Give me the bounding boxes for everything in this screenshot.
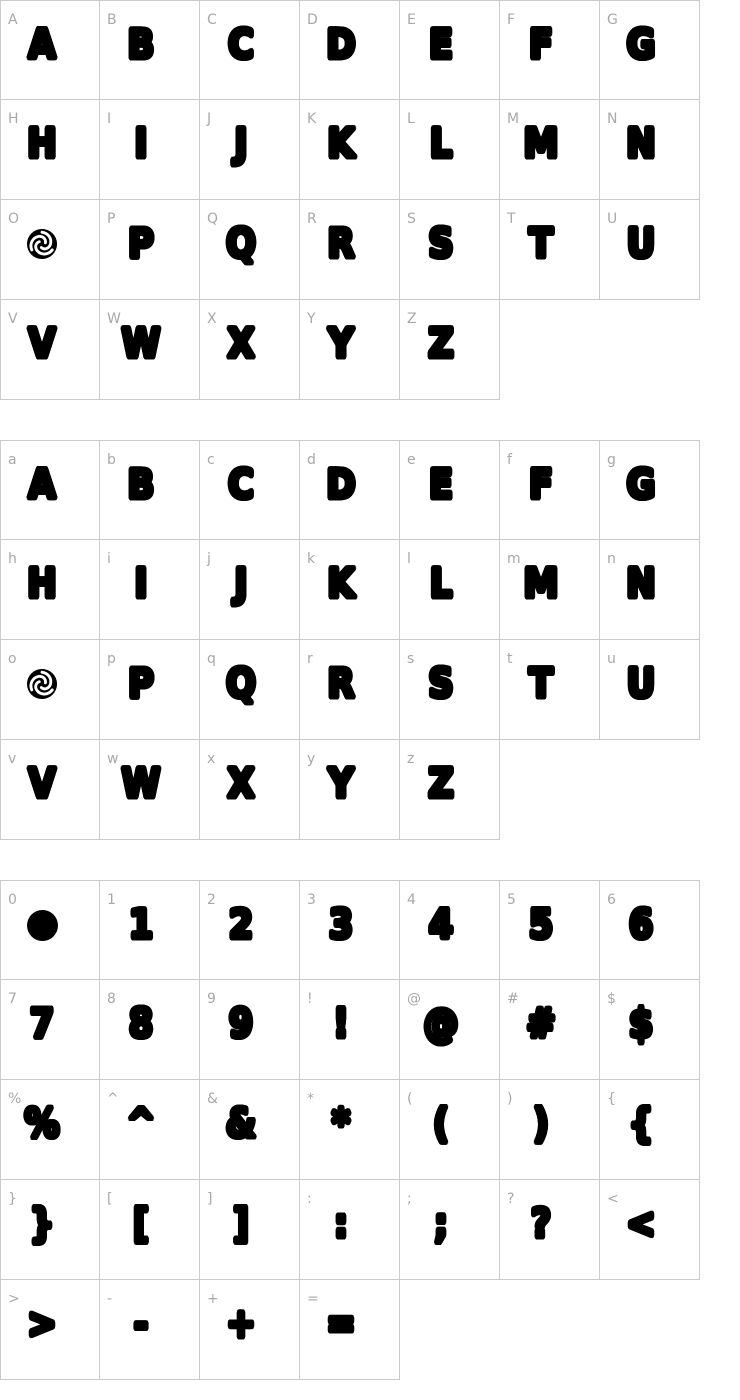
glyph-cell-label: P <box>107 211 116 227</box>
glyph-cell <box>300 300 400 400</box>
glyph-cell <box>500 880 600 980</box>
spiral-o-icon <box>26 668 58 700</box>
glyph-cell-label: p <box>107 651 116 667</box>
glyph-cell <box>300 200 400 300</box>
glyph-cell-label: = <box>307 1291 319 1307</box>
glyph-preview: H <box>27 561 57 607</box>
glyph-cell-label: K <box>307 111 317 127</box>
glyph-row <box>0 300 740 400</box>
glyph-cell <box>200 1180 300 1280</box>
glyph-preview: = <box>326 1301 356 1347</box>
glyph-row <box>0 640 740 740</box>
glyph-cell-label: S <box>407 211 416 227</box>
glyph-cell <box>400 640 500 740</box>
glyph-cell-label: < <box>607 1191 619 1207</box>
glyph-preview: F <box>528 462 554 508</box>
glyph-cell-label: [ <box>107 1191 113 1207</box>
glyph-preview: ) <box>532 1101 550 1147</box>
glyph-cell <box>200 100 300 200</box>
glyph-cell-label: j <box>207 551 211 567</box>
glyph-preview: G <box>626 462 656 508</box>
glyph-cell-label: A <box>8 12 18 28</box>
glyph-cell <box>600 440 700 540</box>
glyph-cell <box>400 300 500 400</box>
glyph-cell-label: b <box>107 452 116 468</box>
glyph-cell-label: m <box>507 551 521 567</box>
glyph-cell-label: u <box>607 651 616 667</box>
glyph-preview: 7 <box>29 1001 55 1047</box>
glyph-cell-label: Y <box>307 311 316 327</box>
glyph-cell-label: O <box>8 211 20 227</box>
glyph-preview: ( <box>432 1101 450 1147</box>
glyph-cell-label: { <box>607 1091 616 1107</box>
glyph-cell-label: } <box>8 1191 17 1207</box>
glyph-cell-label: i <box>107 551 111 567</box>
glyph-cell <box>0 200 100 300</box>
glyph-cell <box>400 200 500 300</box>
glyph-cell <box>300 640 400 740</box>
glyph-cell-label: c <box>207 452 215 468</box>
glyph-preview: R <box>327 221 355 267</box>
glyph-preview <box>1 648 83 720</box>
glyph-table-uppercase-letters <box>0 0 740 400</box>
glyph-cell <box>500 1180 600 1280</box>
glyph-preview: - <box>133 1301 149 1347</box>
glyph-preview: S <box>428 221 454 267</box>
glyph-preview: : <box>333 1201 349 1247</box>
glyph-cell <box>100 1080 200 1180</box>
glyph-cell <box>200 0 300 100</box>
glyph-cell <box>0 540 100 640</box>
glyph-cell-label: $ <box>607 991 616 1007</box>
glyph-cell-label: : <box>307 1191 312 1207</box>
glyph-preview: E <box>428 22 454 68</box>
glyph-preview: 5 <box>528 902 554 948</box>
glyph-preview: R <box>327 661 355 707</box>
glyph-cell <box>0 1080 100 1180</box>
glyph-cell-label: ! <box>307 991 313 1007</box>
glyph-cell <box>0 440 100 540</box>
glyph-row <box>0 200 740 300</box>
glyph-cell <box>0 0 100 100</box>
glyph-cell <box>300 440 400 540</box>
glyph-cell-label: 1 <box>107 892 116 908</box>
glyph-cell-label: q <box>207 651 216 667</box>
glyph-preview: U <box>626 221 656 267</box>
glyph-cell <box>400 1080 500 1180</box>
glyph-preview: 3 <box>328 902 354 948</box>
glyph-cell-label: T <box>507 211 516 227</box>
glyph-row <box>0 980 740 1080</box>
glyph-cell-label: 8 <box>107 991 116 1007</box>
glyph-cell <box>600 200 700 300</box>
glyph-row <box>0 100 740 200</box>
glyph-cell-label: d <box>307 452 316 468</box>
glyph-cell <box>0 100 100 200</box>
glyph-preview: E <box>428 462 454 508</box>
glyph-cell <box>100 100 200 200</box>
glyph-cell-label: n <box>607 551 616 567</box>
glyph-preview: N <box>626 561 656 607</box>
glyph-preview: L <box>429 561 453 607</box>
glyph-cell <box>400 1180 500 1280</box>
spiral-o-icon <box>26 228 58 260</box>
glyph-preview: * <box>331 1101 351 1147</box>
glyph-cell <box>200 980 300 1080</box>
glyph-cell <box>300 1180 400 1280</box>
glyph-cell-label: @ <box>407 991 421 1007</box>
glyph-preview: W <box>121 321 161 367</box>
filled-circle-glyph <box>27 910 58 941</box>
glyph-cell <box>300 740 400 840</box>
glyph-cell-label: ? <box>507 1191 515 1207</box>
glyph-cell-label: 3 <box>307 892 316 908</box>
glyph-cell <box>200 300 300 400</box>
glyph-cell-label: r <box>307 651 313 667</box>
glyph-cell <box>400 980 500 1080</box>
glyph-cell-label: 6 <box>607 892 616 908</box>
glyph-cell <box>400 440 500 540</box>
glyph-preview: 1 <box>128 902 154 948</box>
glyph-preview <box>1 889 83 961</box>
glyph-cell-label: ( <box>407 1091 413 1107</box>
glyph-cell-label: * <box>307 1091 314 1107</box>
glyph-cell-label: R <box>307 211 317 227</box>
glyph-cell-label: 4 <box>407 892 416 908</box>
glyph-cell-label: J <box>207 111 212 127</box>
glyph-preview: ] <box>232 1201 250 1247</box>
glyph-preview: X <box>227 761 255 807</box>
glyph-cell-label: V <box>8 311 18 327</box>
glyph-cell-label: t <box>507 651 513 667</box>
glyph-cell <box>0 980 100 1080</box>
glyph-preview: 4 <box>428 902 454 948</box>
glyph-cell <box>100 1280 200 1380</box>
glyph-cell <box>200 740 300 840</box>
glyph-preview: Y <box>328 321 354 367</box>
glyph-cell <box>300 880 400 980</box>
glyph-cell-label: C <box>207 12 217 28</box>
glyph-row <box>0 740 740 840</box>
glyph-cell <box>0 740 100 840</box>
glyph-cell <box>0 880 100 980</box>
glyph-cell-label: 9 <box>207 991 216 1007</box>
glyph-table-digits-and-symbols <box>0 880 740 1380</box>
glyph-row <box>0 1080 740 1180</box>
glyph-preview: { <box>628 1101 654 1147</box>
glyph-preview: 2 <box>228 902 254 948</box>
glyph-cell <box>100 0 200 100</box>
glyph-cell <box>300 0 400 100</box>
glyph-cell-label: l <box>407 551 411 567</box>
glyph-preview: S <box>428 661 454 707</box>
glyph-cell <box>0 300 100 400</box>
glyph-cell <box>500 980 600 1080</box>
glyph-cell <box>500 1080 600 1180</box>
glyph-cell-label: a <box>8 452 17 468</box>
glyph-preview: P <box>128 661 154 707</box>
glyph-preview: A <box>28 22 56 68</box>
glyph-preview: H <box>27 121 57 167</box>
glyph-preview: + <box>226 1301 256 1347</box>
glyph-preview: % <box>24 1101 60 1147</box>
glyph-cell <box>600 1080 700 1180</box>
glyph-preview: 9 <box>228 1001 254 1047</box>
glyph-preview: Y <box>328 761 354 807</box>
glyph-cell <box>600 0 700 100</box>
glyph-cell-label: w <box>107 751 119 767</box>
glyph-cell-label: 5 <box>507 892 516 908</box>
glyph-cell-label: Z <box>407 311 417 327</box>
glyph-row <box>0 440 740 540</box>
glyph-cell <box>0 1180 100 1280</box>
glyph-preview <box>1 208 83 280</box>
glyph-cell <box>500 540 600 640</box>
glyph-preview: @ <box>423 1001 459 1047</box>
glyph-cell <box>400 880 500 980</box>
glyph-cell-label: + <box>207 1291 219 1307</box>
glyph-cell-label: 7 <box>8 991 17 1007</box>
glyph-preview: Z <box>428 761 454 807</box>
glyph-preview: ; <box>433 1201 449 1247</box>
glyph-cell <box>600 980 700 1080</box>
glyph-preview: D <box>326 22 356 68</box>
glyph-cell-label: ; <box>407 1191 412 1207</box>
glyph-preview: & <box>225 1101 257 1147</box>
glyph-cell-label: y <box>307 751 316 767</box>
glyph-cell <box>300 1080 400 1180</box>
glyph-cell <box>0 1280 100 1380</box>
glyph-cell-label: - <box>107 1291 113 1307</box>
glyph-preview: L <box>429 121 453 167</box>
glyph-preview: X <box>227 321 255 367</box>
glyph-cell <box>500 200 600 300</box>
glyph-cell-label: x <box>207 751 216 767</box>
glyph-cell <box>0 640 100 740</box>
glyph-cell <box>100 300 200 400</box>
glyph-table-lowercase-letters <box>0 440 740 840</box>
glyph-cell <box>100 880 200 980</box>
glyph-cell-label: s <box>407 651 415 667</box>
glyph-preview: ^ <box>126 1101 156 1147</box>
glyph-cell <box>600 880 700 980</box>
glyph-cell <box>100 540 200 640</box>
glyph-preview: A <box>28 462 56 508</box>
glyph-preview: U <box>626 661 656 707</box>
glyph-preview: [ <box>132 1201 150 1247</box>
glyph-cell-label: f <box>507 452 512 468</box>
glyph-preview: } <box>29 1201 55 1247</box>
glyph-preview: I <box>134 561 148 607</box>
glyph-cell <box>500 640 600 740</box>
glyph-cell-label: & <box>207 1091 218 1107</box>
glyph-row <box>0 880 740 980</box>
glyph-cell-label: v <box>8 751 17 767</box>
glyph-preview: W <box>121 761 161 807</box>
glyph-cell-label: 0 <box>8 892 17 908</box>
glyph-preview: I <box>134 121 148 167</box>
glyph-cell-label: I <box>107 111 112 127</box>
glyph-preview: M <box>523 121 559 167</box>
glyph-cell <box>500 440 600 540</box>
glyph-preview: D <box>326 462 356 508</box>
glyph-cell <box>100 640 200 740</box>
glyph-cell <box>100 1180 200 1280</box>
glyph-cell <box>300 1280 400 1380</box>
glyph-preview: P <box>128 221 154 267</box>
glyph-cell-label: > <box>8 1291 20 1307</box>
glyph-cell-label: o <box>8 651 17 667</box>
glyph-cell-label: # <box>507 991 519 1007</box>
glyph-cell-label: W <box>107 311 121 327</box>
glyph-cell <box>500 100 600 200</box>
glyph-preview: K <box>327 121 355 167</box>
glyph-cell <box>600 640 700 740</box>
glyph-preview: M <box>523 561 559 607</box>
glyph-cell-label: M <box>507 111 520 127</box>
glyph-preview: T <box>528 661 554 707</box>
glyph-cell <box>300 980 400 1080</box>
glyph-cell-label: k <box>307 551 316 567</box>
glyph-preview: # <box>526 1001 556 1047</box>
glyph-cell <box>500 0 600 100</box>
glyph-cell <box>600 540 700 640</box>
glyph-cell-label: B <box>107 12 117 28</box>
glyph-cell-label: G <box>607 12 618 28</box>
glyph-preview: 8 <box>128 1001 154 1047</box>
glyph-cell-label: H <box>8 111 19 127</box>
glyph-cell <box>100 440 200 540</box>
glyph-preview: N <box>626 121 656 167</box>
glyph-cell <box>400 740 500 840</box>
glyph-row <box>0 0 740 100</box>
glyph-cell-label: e <box>407 452 416 468</box>
glyph-cell <box>600 100 700 200</box>
glyph-cell <box>200 1280 300 1380</box>
glyph-cell-label: U <box>607 211 618 227</box>
glyph-cell <box>100 980 200 1080</box>
glyph-cell <box>200 540 300 640</box>
glyph-cell <box>300 100 400 200</box>
glyph-cell-label: ) <box>507 1091 513 1107</box>
glyph-cell-label: g <box>607 452 616 468</box>
glyph-cell <box>400 100 500 200</box>
glyph-preview: Q <box>226 221 256 267</box>
glyph-row <box>0 1180 740 1280</box>
glyph-cell-label: D <box>307 12 318 28</box>
glyph-preview: J <box>234 561 248 607</box>
glyph-preview: ? <box>530 1201 552 1247</box>
glyph-cell <box>400 540 500 640</box>
glyph-cell <box>100 740 200 840</box>
glyph-cell <box>200 200 300 300</box>
glyph-preview: < <box>626 1201 656 1247</box>
glyph-cell <box>400 0 500 100</box>
glyph-cell <box>200 440 300 540</box>
glyph-preview: Q <box>226 661 256 707</box>
glyph-preview: 6 <box>628 902 654 948</box>
glyph-cell <box>300 540 400 640</box>
glyph-cell-label: E <box>407 12 416 28</box>
glyph-preview: $ <box>628 1001 654 1047</box>
glyph-preview: C <box>228 22 254 68</box>
glyph-preview: > <box>27 1301 57 1347</box>
glyph-cell-label: Q <box>207 211 219 227</box>
glyph-preview: G <box>626 22 656 68</box>
glyph-preview: Z <box>428 321 454 367</box>
glyph-cell-label: z <box>407 751 415 767</box>
glyph-cell <box>600 1180 700 1280</box>
glyph-cell-label: L <box>407 111 415 127</box>
glyph-cell <box>100 200 200 300</box>
glyph-cell-label: X <box>207 311 217 327</box>
glyph-cell-label: ] <box>207 1191 213 1207</box>
glyph-cell-label: % <box>8 1091 22 1107</box>
glyph-preview: T <box>528 221 554 267</box>
glyph-row <box>0 540 740 640</box>
glyph-preview: K <box>327 561 355 607</box>
glyph-preview: B <box>127 462 155 508</box>
glyph-cell <box>200 880 300 980</box>
glyph-preview: J <box>234 121 248 167</box>
glyph-preview: F <box>528 22 554 68</box>
glyph-row <box>0 1280 740 1380</box>
glyph-cell <box>200 1080 300 1180</box>
glyph-preview: B <box>127 22 155 68</box>
glyph-preview: C <box>228 462 254 508</box>
glyph-cell-label: N <box>607 111 618 127</box>
glyph-cell-label: ^ <box>107 1091 119 1107</box>
glyph-preview: V <box>28 321 56 367</box>
glyph-preview: ! <box>332 1001 350 1047</box>
glyph-cell-label: h <box>8 551 17 567</box>
glyph-preview: V <box>28 761 56 807</box>
glyph-cell-label: 2 <box>207 892 216 908</box>
glyph-cell-label: F <box>507 12 516 28</box>
glyph-cell <box>200 640 300 740</box>
